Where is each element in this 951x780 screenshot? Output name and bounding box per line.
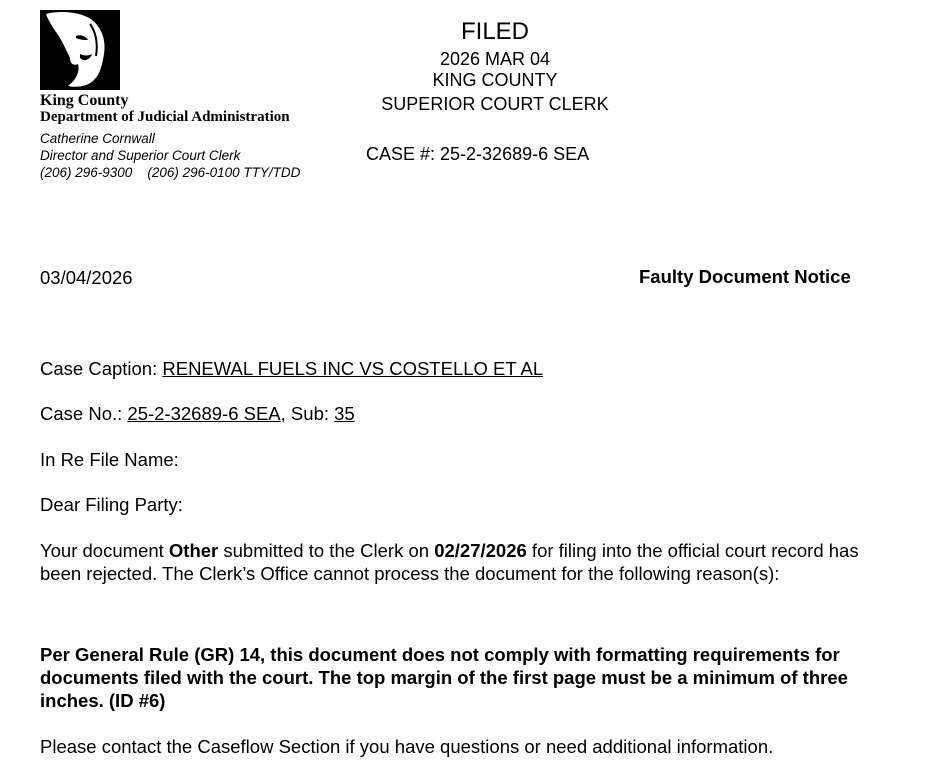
- contact-paragraph: Please contact the Caseflow Section if you have questions or need additional information.: [40, 736, 774, 757]
- filed-stamp-title: FILED: [460, 18, 529, 45]
- case-caption-label: Case Caption:: [40, 358, 163, 379]
- notice-title: Faulty Document Notice: [639, 266, 851, 287]
- king-county-logo: [40, 10, 120, 90]
- in-re-file-name: In Re File Name:: [40, 449, 179, 470]
- body-text-2: submitted to the Clerk on: [218, 540, 435, 561]
- case-caption-value: RENEWAL FUELS INC VS COSTELLO ET AL: [162, 358, 544, 379]
- phone-line: (206) 296-9300 (206) 296-0100 TTY/TDD: [40, 165, 301, 180]
- director-title: Director and Superior Court Clerk: [40, 148, 241, 163]
- notice-date: 03/04/2026: [40, 267, 133, 288]
- salutation: Dear Filing Party:: [40, 494, 183, 515]
- filed-stamp-date: 2026 MAR 04: [439, 49, 551, 69]
- filed-stamp-county: KING COUNTY: [432, 70, 558, 90]
- org-name: King County: [40, 92, 129, 109]
- document-type: Other: [168, 540, 219, 561]
- body-text-1: Your document: [40, 540, 169, 561]
- department-name: Department of Judicial Administration: [40, 109, 290, 125]
- body-text-3: for filing into the official court record has been rejected. The Clerk’s Office cannot process the document for the following reason(s):: [40, 540, 859, 584]
- director-block: [40, 130, 300, 181]
- sub-value: 35: [334, 403, 355, 424]
- department-header: [40, 92, 290, 126]
- sub-label: , Sub:: [280, 403, 335, 424]
- rejection-reason: Per General Rule (GR) 14, this document does not comply with formatting requirements for documents filed with the court. The top margin of the first page must be a minimum of three inches. (ID #6): [40, 644, 848, 711]
- filed-stamp-clerk: SUPERIOR COURT CLERK: [381, 94, 609, 114]
- director-name: Catherine Cornwall: [40, 131, 155, 146]
- case-number-label: Case No.:: [40, 403, 128, 424]
- case-number-value: 25-2-32689-6 SEA: [127, 403, 281, 424]
- rejection-paragraph: [40, 539, 900, 585]
- case-number-row: [40, 402, 355, 425]
- filed-stamp-case-number: CASE #: 25-2-32689-6 SEA: [366, 144, 590, 164]
- submitted-date: 02/27/2026: [434, 540, 527, 561]
- case-caption-row: [40, 357, 543, 380]
